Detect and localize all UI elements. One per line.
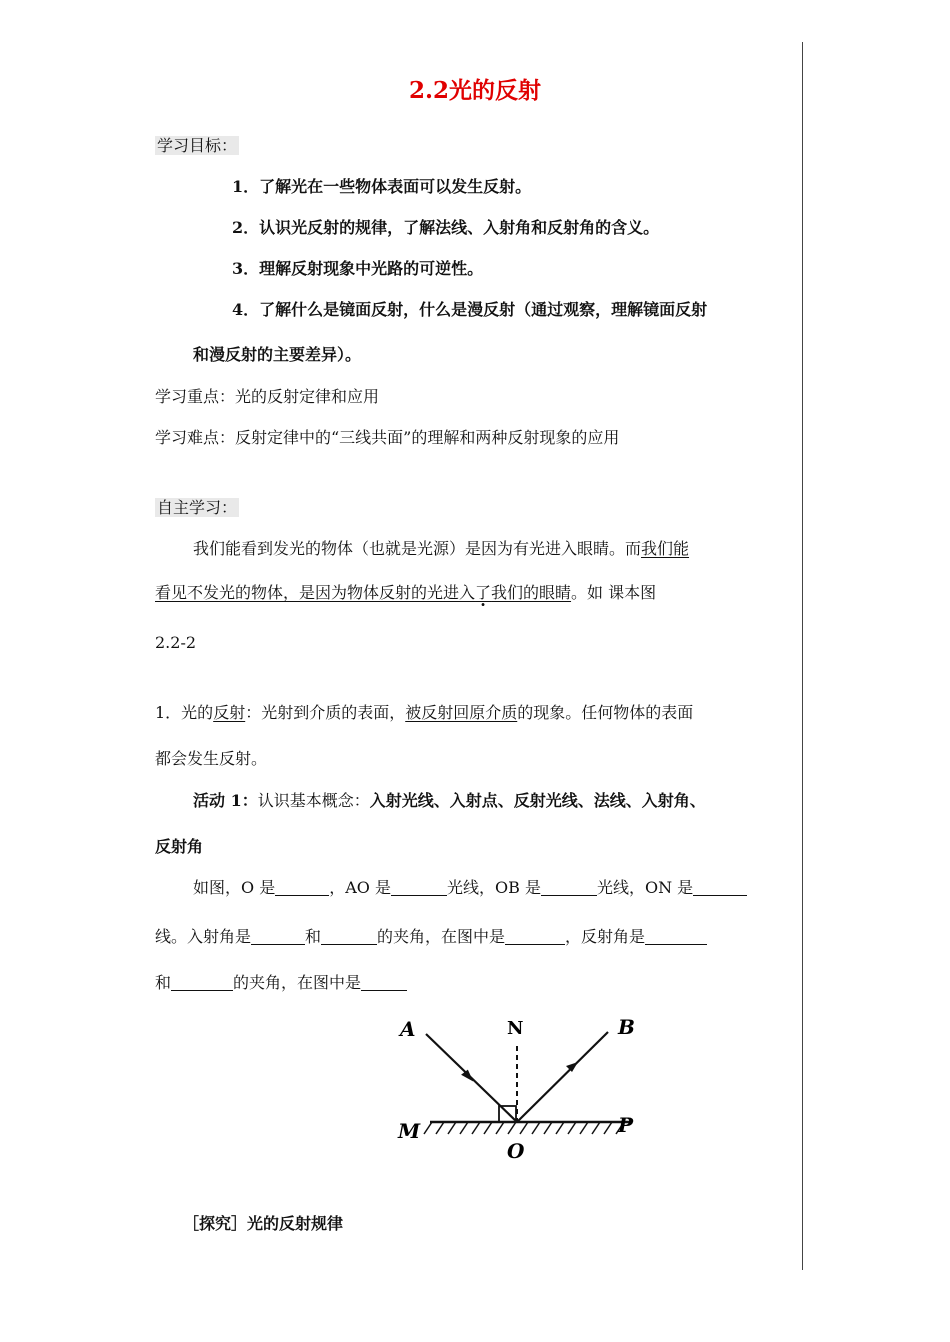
- goal-item-2: 2．认识光反射的规律，了解法线、入射角和反射角的含义。: [232, 218, 660, 237]
- goal-item-3: 3．理解反射现象中光路的可逆性。: [232, 259, 484, 278]
- point-p-label: P: [618, 1113, 634, 1137]
- point-n-label: N: [507, 1018, 524, 1039]
- self-study-para-line3: 2.2-2: [155, 633, 197, 652]
- self-study-para-line2: 看见不发光的物体，是因为物体反射的光进入了我们的眼睛。如 课本图: [155, 583, 657, 602]
- blank-field[interactable]: [321, 928, 377, 945]
- goals-heading: 学习目标：: [157, 136, 238, 155]
- blank-field[interactable]: [251, 928, 305, 945]
- goal-item-4-cont: 和漫反射的主要差异）。: [193, 345, 362, 364]
- fill-line3: 和 的夹角，在图中是: [155, 972, 407, 994]
- reflection-diagram: [390, 1010, 650, 1170]
- point-b-label: B: [618, 1015, 635, 1039]
- blank-field[interactable]: [391, 879, 447, 896]
- blank-field[interactable]: [171, 974, 233, 991]
- goal-item-4: 4．了解什么是镜面反射，什么是漫反射（通过观察，理解镜面反射: [232, 300, 708, 319]
- self-study-para-line1: 我们能看到发光的物体（也就是光源）是因为有光进入眼睛。而我们能: [193, 539, 690, 558]
- explore-heading: ［探究］光的反射规律: [183, 1214, 344, 1233]
- reflected-ray: [517, 1032, 608, 1122]
- blank-field[interactable]: [693, 879, 747, 896]
- point-a-label: A: [400, 1017, 416, 1041]
- page-title: 2.2光的反射: [408, 77, 541, 104]
- blank-field[interactable]: [541, 879, 597, 896]
- fill-line2: 线。入射角是 和 的夹角，在图中是 ，反射角是: [155, 926, 707, 948]
- blank-field[interactable]: [505, 928, 565, 945]
- self-study-heading: 自主学习：: [157, 498, 238, 517]
- difficult-point: 学习难点：反射定律中的“三线共面”的理解和两种反射现象的应用: [155, 428, 620, 447]
- definition-line2: 都会发生反射。: [155, 749, 268, 768]
- definition-line1: 1．光的反射：光射到介质的表面，被反射回原介质的现象。任何物体的表面: [155, 703, 694, 722]
- activity-line1: 活动 1：认识基本概念：入射光线、入射点、反射光线、法线、入射角、: [193, 791, 706, 810]
- point-m-label: M: [398, 1119, 421, 1143]
- goal-item-1: 1．了解光在一些物体表面可以发生反射。: [232, 177, 532, 196]
- fill-line1: 如图，O 是 ，AO 是 光线，OB 是 光线，ON 是: [193, 877, 747, 899]
- key-point: 学习重点：光的反射定律和应用: [155, 387, 380, 406]
- blank-field[interactable]: [645, 928, 707, 945]
- margin-line: [802, 42, 803, 1270]
- point-o-label: O: [507, 1139, 525, 1163]
- mirror-hatching: [424, 1122, 624, 1134]
- activity-line2: 反射角: [155, 837, 204, 856]
- blank-field[interactable]: [361, 974, 407, 991]
- blank-field[interactable]: [275, 879, 329, 896]
